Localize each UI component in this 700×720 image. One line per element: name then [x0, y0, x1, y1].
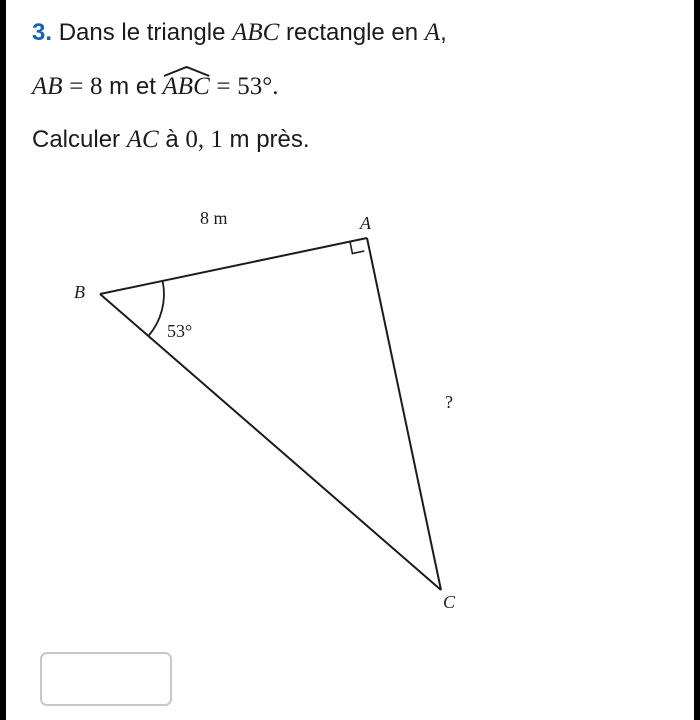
period: . [272, 73, 279, 100]
ab-value: 8 [90, 73, 103, 100]
right-angle-marker [350, 242, 364, 254]
angle-value: 53° [237, 73, 273, 100]
right-angle-text: rectangle en [286, 19, 419, 46]
label-unknown-ac: ? [445, 392, 453, 412]
precision-unit: m [229, 126, 250, 153]
side-ac [367, 238, 441, 590]
triangle-name: ABC [232, 19, 280, 46]
precision-prefix: à [165, 126, 179, 153]
target-side: AC [126, 126, 159, 153]
label-angle-b: 53° [167, 321, 193, 341]
precision-suffix: près. [256, 126, 310, 153]
intro-text: Dans le triangle [58, 19, 226, 46]
task-word: Calculer [32, 126, 121, 153]
precision-value: 0, 1 [185, 126, 223, 153]
comma: , [440, 19, 447, 46]
label-vertex-b: B [74, 282, 85, 302]
ab-lhs: AB [32, 73, 63, 100]
unit-m: m [109, 73, 130, 100]
side-ab [100, 238, 367, 294]
label-vertex-c: C [443, 592, 456, 612]
equals-sign-2: = [216, 73, 231, 100]
angle-arc-b [148, 281, 164, 336]
side-bc [100, 294, 441, 590]
label-ab-length: 8 m [200, 208, 228, 228]
question-number: 3. [32, 19, 53, 46]
equals-sign: = [69, 73, 84, 100]
right-vertex: A [424, 19, 441, 46]
label-vertex-a: A [360, 213, 371, 233]
answer-input[interactable] [40, 652, 172, 706]
angle-name-text: ABC [162, 73, 210, 100]
and-word: et [135, 73, 156, 100]
